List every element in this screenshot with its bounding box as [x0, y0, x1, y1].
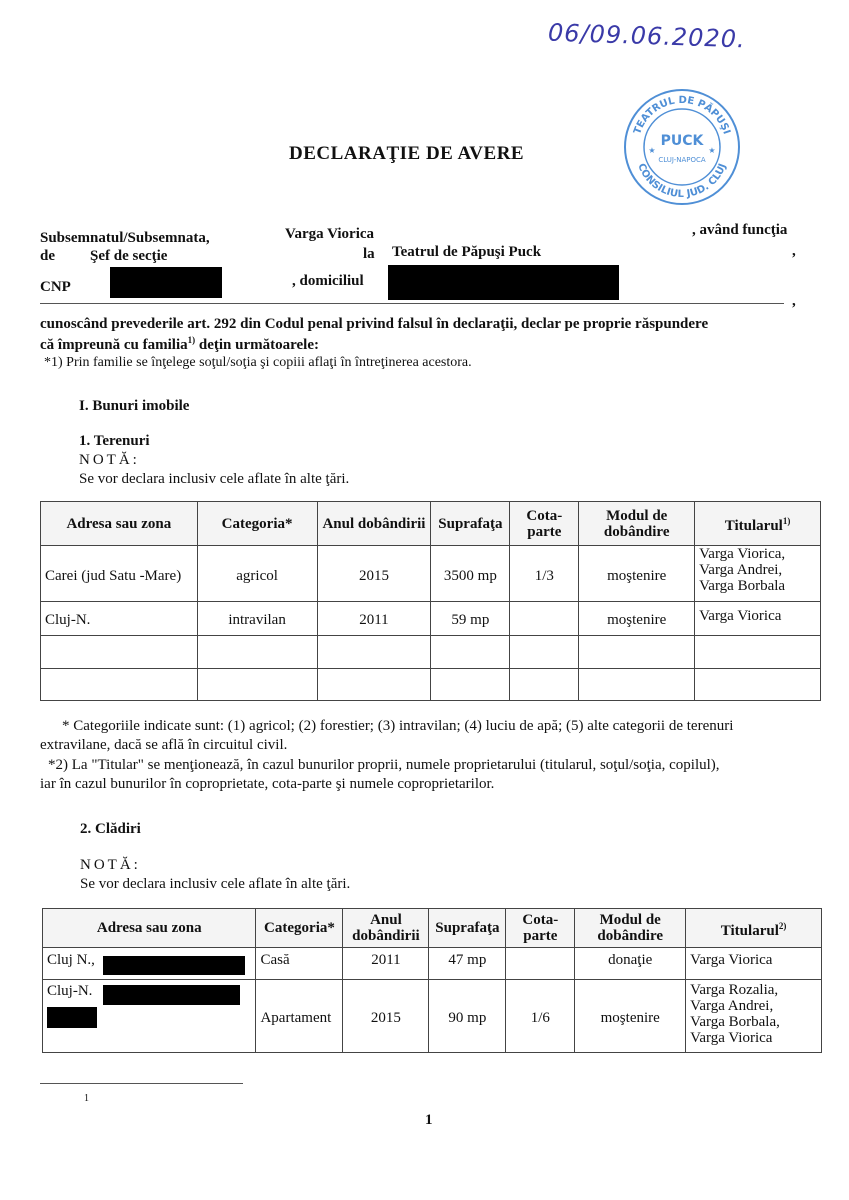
cell-titular [695, 602, 821, 636]
cell-suprafata: 47 mp [429, 948, 506, 980]
cell-modul: moştenire [579, 546, 695, 602]
domicile-label: , domiciliul [292, 273, 364, 289]
titular-name: Varga Andrei, [699, 562, 783, 578]
cell-cota [510, 602, 579, 636]
cell-categoria: intravilan [197, 602, 317, 636]
comma: , [792, 293, 796, 309]
titular-name: Varga Borbala, [690, 1014, 780, 1030]
declarant-name: Varga Viorica [285, 226, 375, 242]
col-header-adresa: Adresa sau zona [41, 502, 198, 546]
cell-categoria: Apartament [256, 980, 343, 1053]
col-header-suprafata: Suprafaţa [429, 909, 506, 948]
intro-line-2a: că împreună cu familia [40, 337, 188, 353]
table-row [41, 602, 821, 636]
footnote-divider [40, 1083, 243, 1084]
cell-categoria: agricol [197, 546, 317, 602]
redacted-address [103, 985, 240, 1005]
cell-anul: 2015 [317, 546, 431, 602]
table-row-empty [41, 669, 821, 701]
cell-suprafata: 3500 mp [431, 546, 510, 602]
cell-adresa: Cluj-N. [41, 602, 198, 636]
col-header-titular [695, 502, 821, 546]
buildings-table [42, 908, 822, 1053]
cnp-label: CNP [40, 279, 71, 295]
col-header-modul: Modul de dobândire [575, 909, 686, 948]
col-header-modul: Modul de dobândire [579, 502, 695, 546]
cell-suprafata: 90 mp [429, 980, 506, 1053]
col-header-cota: Cota-parte [510, 502, 579, 546]
institution-stamp [622, 87, 742, 207]
nota-text: Se vor declara inclusiv cele aflate în alte ţări. [80, 876, 351, 892]
divider-line [40, 303, 784, 304]
cell-cota: 1/3 [510, 546, 579, 602]
cell-adresa [43, 948, 256, 980]
redacted-address [103, 956, 245, 975]
col-header-titular-label: Titularul [724, 518, 783, 534]
stamp-star-icon: ★ [648, 146, 656, 155]
intro-line-1: cunoscând prevederile art. 292 din Codul penal privind falsul în declaraţii, declar pe proprie răspundere [40, 316, 709, 332]
table-header-row [43, 909, 822, 948]
titular-note-cont: iar în cazul bunurilor în coproprietate, cota-parte şi numele coproprietarilor. [40, 776, 495, 792]
redacted-cnp [110, 267, 222, 298]
footnote-number: 1 [84, 1093, 89, 1104]
institution-value: Teatrul de Păpuşi Puck [392, 244, 542, 260]
comma: , [792, 243, 796, 259]
titular-name: Varga Andrei, [690, 998, 774, 1014]
function-label: , având funcţia [692, 222, 788, 238]
nota-label: NOTĂ: [80, 857, 141, 873]
cell-titular [686, 948, 822, 980]
table-row [41, 546, 821, 602]
col-header-suprafata: Suprafaţa [431, 502, 510, 546]
cell-anul: 2011 [317, 602, 431, 636]
titular-name: Varga Viorica [690, 1030, 773, 1046]
land-table [40, 501, 821, 701]
stamp-center-text: PUCK [660, 133, 704, 149]
nota-label: NOTĂ: [79, 452, 140, 468]
position-value: Şef de secţie [90, 248, 168, 264]
titular-name: Varga Viorica [699, 608, 782, 624]
col-header-titular-label: Titularul [720, 922, 779, 939]
col-header-categoria: Categoria* [197, 502, 317, 546]
cell-modul: donaţie [575, 948, 686, 980]
family-footnote: *1) Prin familie se înţelege soţul/soţia şi copiii aflaţi în întreţinerea acestora. [44, 355, 472, 370]
table-row [43, 980, 822, 1053]
cell-categoria: Casă [256, 948, 343, 980]
category-note-cont: extravilane, dacă se află în circuitul civil. [40, 737, 288, 753]
col-header-titular [686, 909, 822, 948]
cell-adresa [43, 980, 256, 1053]
cell-anul: 2015 [343, 980, 429, 1053]
col-header-anul: Anul dobândirii [343, 909, 429, 948]
table-header-row [41, 502, 821, 546]
table-row [43, 948, 822, 980]
cell-titular [686, 980, 822, 1053]
intro-line-2b: deţin următoarele: [195, 337, 320, 353]
titular-note: *2) La "Titular" se menţionează, în cazul bunurilor proprii, numele proprietarului (titularul, soţul/soţia, copilul), [48, 757, 720, 773]
cell-modul: moştenire [579, 602, 695, 636]
section-heading: I. Bunuri imobile [79, 398, 190, 414]
cell-suprafata: 59 mp [431, 602, 510, 636]
redacted-address [388, 265, 619, 300]
titular-name: Varga Viorica [690, 952, 773, 968]
footnote-ref: 2) [778, 920, 787, 931]
cell-titular [695, 546, 821, 602]
cell-modul: moştenire [575, 980, 686, 1053]
cell-cota [506, 948, 575, 980]
footnote-ref: 1) [187, 335, 196, 345]
handwritten-date: 06/09.06.2020. [547, 18, 747, 54]
stamp-bottom-text: CONSILIUL JUD. CLUJ [635, 161, 729, 201]
titular-name: Varga Rozalia, [690, 982, 779, 998]
subsection-heading: 2. Clădiri [80, 821, 141, 837]
col-header-adresa: Adresa sau zona [43, 909, 256, 948]
cell-cota: 1/6 [506, 980, 575, 1053]
category-note: * Categoriile indicate sunt: (1) agricol; (2) forestier; (3) intravilan; (4) luciu de apă; (5) alte categorii de terenuri [62, 718, 734, 734]
la-label: la [363, 246, 375, 262]
subsection-heading: 1. Terenuri [79, 433, 150, 449]
redacted-address [47, 1007, 97, 1028]
col-header-anul: Anul dobândirii [317, 502, 431, 546]
de-label: de [40, 248, 55, 264]
table-row-empty [41, 636, 821, 669]
cell-adresa-text: Cluj N., [47, 952, 95, 968]
stamp-star-icon: ★ [708, 146, 716, 155]
intro-line-2 [40, 335, 319, 354]
cell-anul: 2011 [343, 948, 429, 980]
stamp-city-text: CLUJ-NAPOCA [658, 156, 706, 164]
footnote-ref: 1) [782, 516, 791, 526]
stamp-top-text: TEATRUL DE PĂPUŞI [632, 94, 732, 136]
cell-adresa: Carei (jud Satu -Mare) [41, 546, 198, 602]
cell-adresa-text: Cluj-N. [47, 983, 93, 999]
col-header-categoria: Categoria* [256, 909, 343, 948]
titular-name: Varga Borbala [699, 578, 786, 594]
titular-name: Varga Viorica, [699, 546, 786, 562]
col-header-cota: Cota-parte [506, 909, 575, 948]
subsemnatul-label: Subsemnatul/Subsemnata, [40, 230, 210, 246]
nota-text: Se vor declara inclusiv cele aflate în alte ţări. [79, 471, 350, 487]
page-number: 1 [425, 1112, 433, 1128]
page-title: DECLARAŢIE DE AVERE [289, 143, 525, 164]
